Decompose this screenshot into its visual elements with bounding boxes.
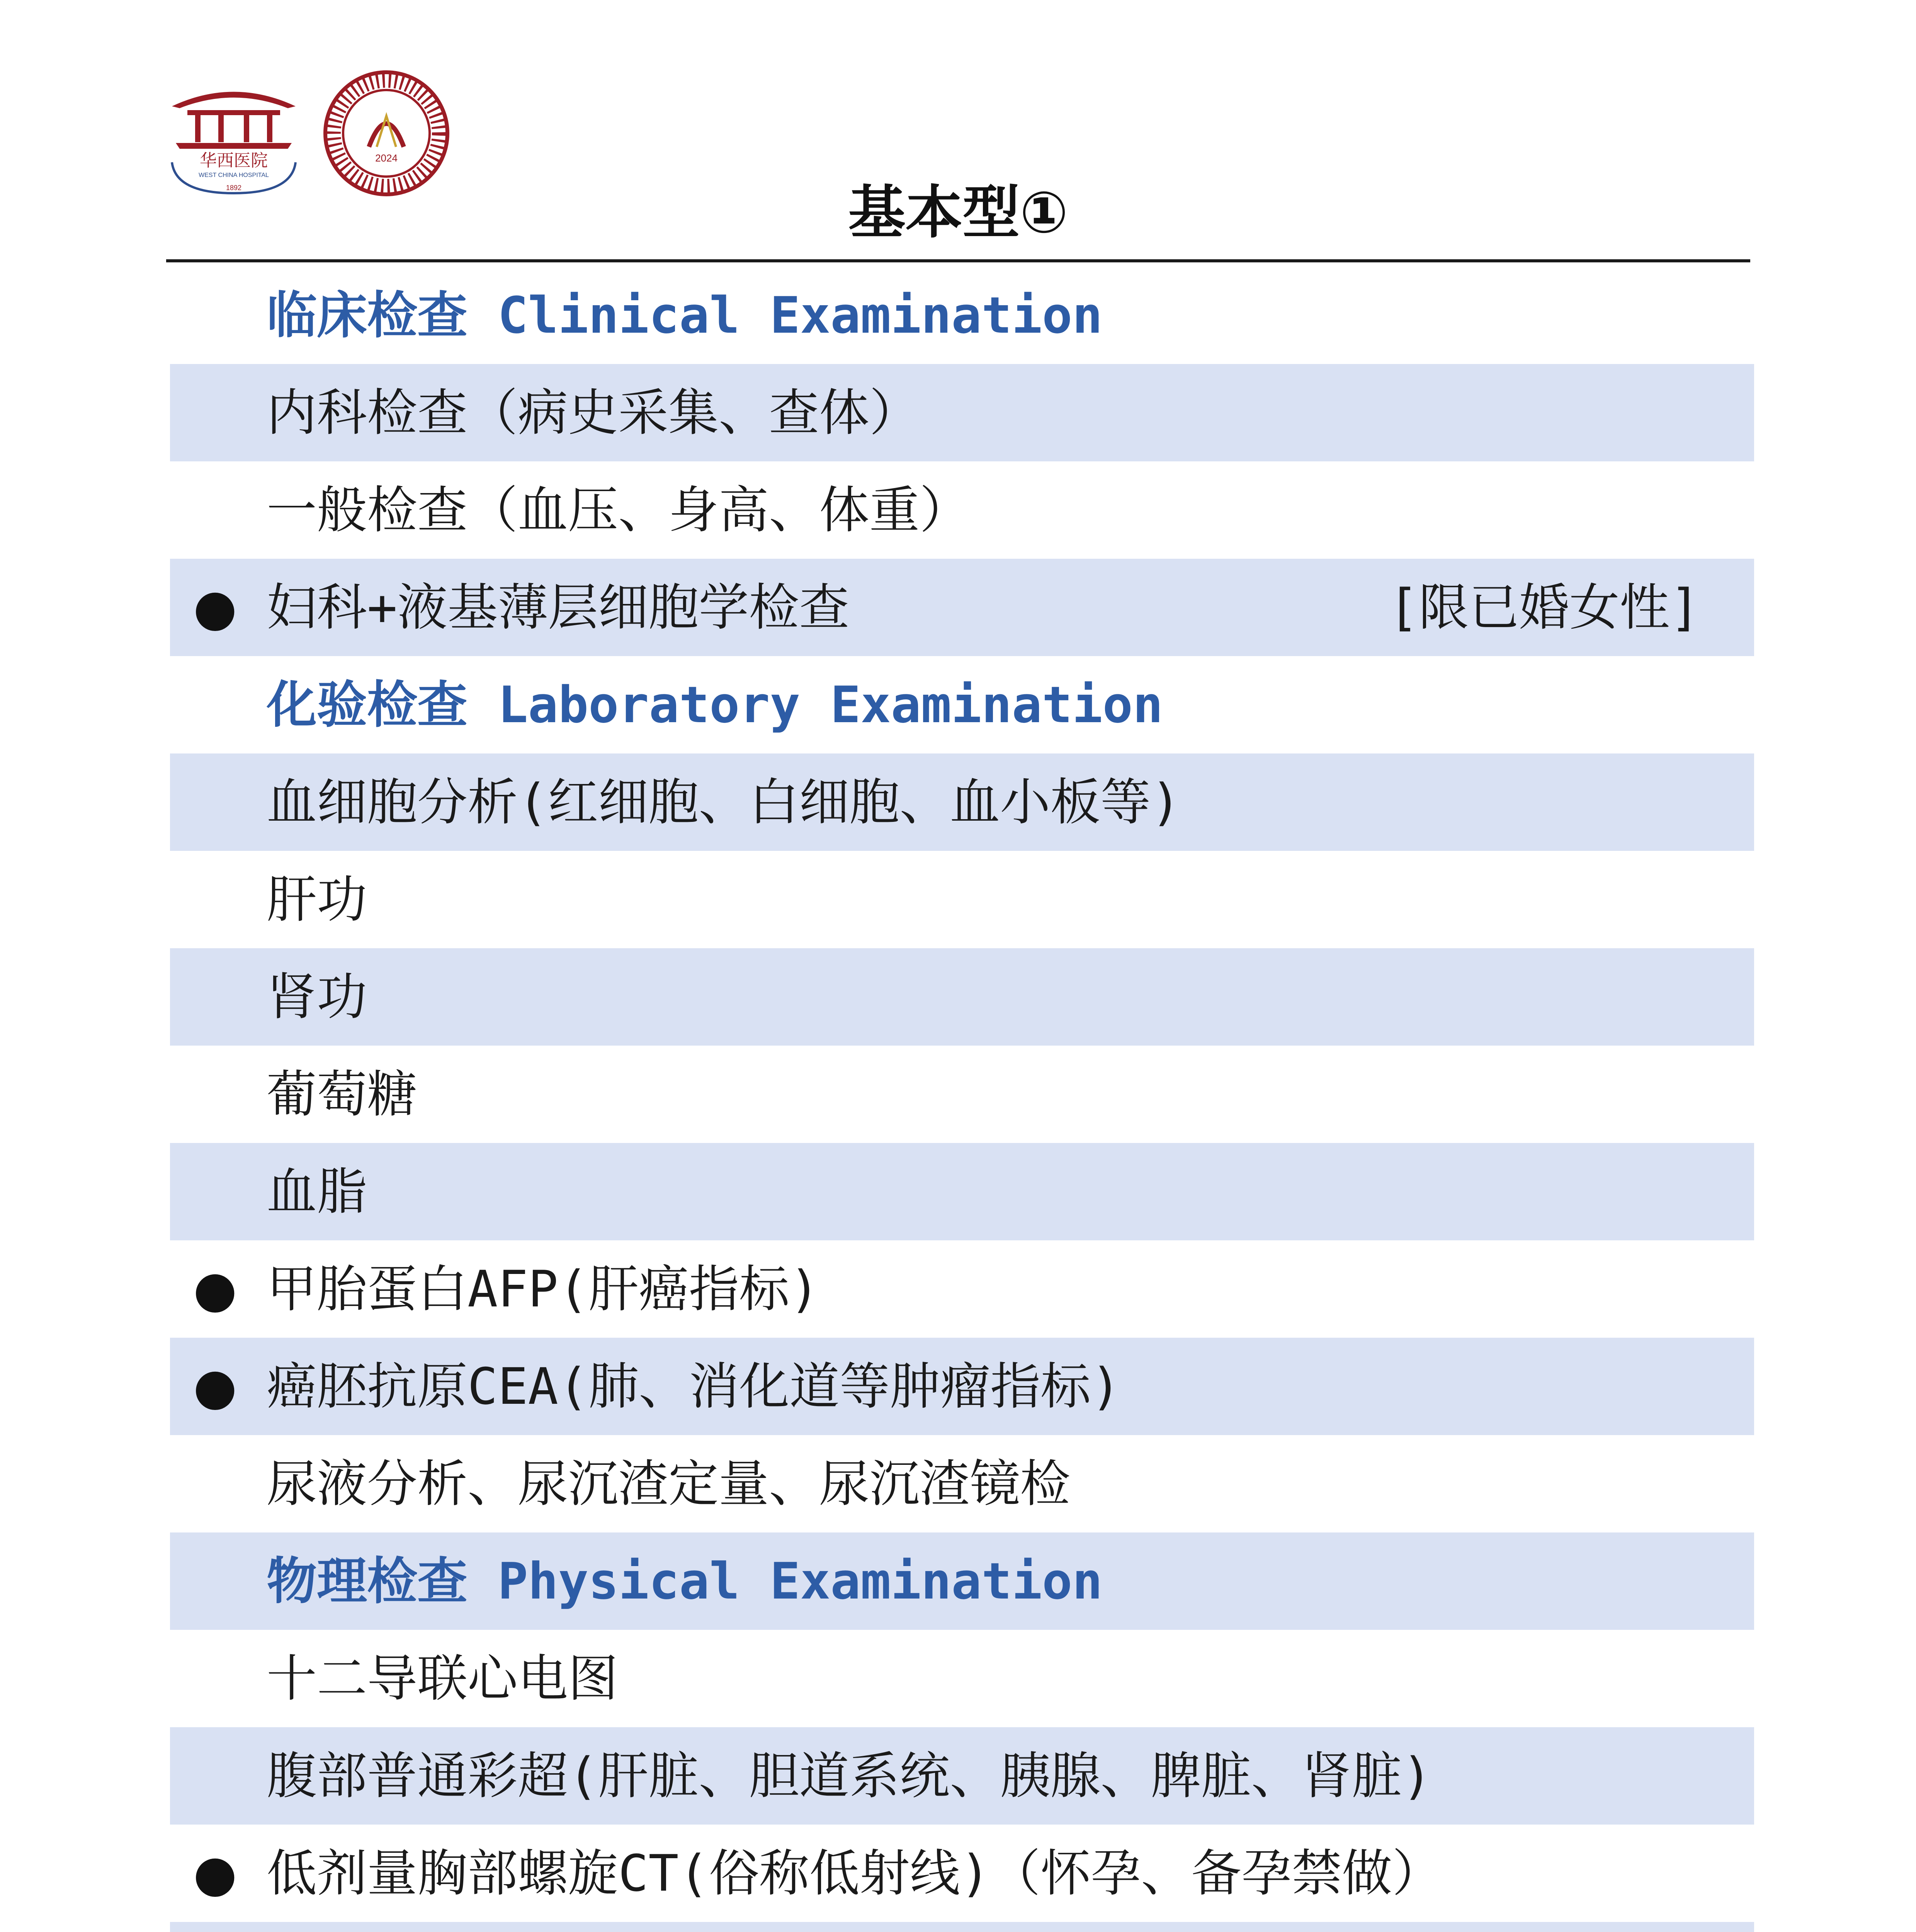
bullet-icon: ● [193, 578, 237, 637]
item-label: 癌胚抗原CEA(肺、消化道等肿瘤指标) [267, 1357, 1121, 1416]
bullet-icon: ● [193, 1260, 237, 1318]
section-header-row [170, 267, 1754, 364]
west-china-logo-cn: 华西医院 [200, 151, 268, 170]
item-note: [限已婚女性] [1388, 578, 1700, 637]
item-label: 妇科+液基薄层细胞学检查 [267, 578, 850, 637]
table-row [170, 559, 1754, 656]
table-row [170, 1825, 1754, 1922]
title-divider [166, 259, 1750, 262]
seal-year: 2024 [375, 152, 398, 164]
exam-items-table [170, 267, 1754, 1932]
table-row [170, 364, 1754, 461]
table-row [170, 1435, 1754, 1532]
item-label: 尿液分析、尿沉渣定量、尿沉渣镜检 [267, 1454, 1071, 1513]
item-label: 甲胎蛋白AFP(肝癌指标) [267, 1260, 820, 1318]
item-label: 肾功 [267, 968, 367, 1026]
west-china-logo-year: 1892 [226, 184, 242, 192]
item-label: 内科检查（病史采集、查体） [267, 383, 920, 442]
item-label: 血脂 [267, 1162, 367, 1221]
item-label: 十二导联心电图 [267, 1649, 619, 1708]
table-row [170, 851, 1754, 948]
section-title: 物理检查 Physical Examination [267, 1552, 1103, 1611]
table-row [170, 1338, 1754, 1435]
table-row [170, 1727, 1754, 1825]
item-label: 低剂量胸部螺旋CT(俗称低射线)（怀孕、备孕禁做） [267, 1844, 1443, 1903]
section-header-row [170, 1532, 1754, 1630]
bullet-icon: ● [193, 1844, 237, 1903]
item-label: 血细胞分析(红细胞、白细胞、血小板等) [267, 773, 1181, 832]
item-label: 腹部普通彩超(肝脏、胆道系统、胰腺、脾脏、肾脏) [267, 1747, 1432, 1805]
table-row [170, 461, 1754, 559]
section-header-row [170, 656, 1754, 753]
table-row [170, 1630, 1754, 1727]
bullet-icon: ● [193, 1357, 237, 1416]
section-header-row [170, 1922, 1754, 1932]
table-row [170, 1240, 1754, 1338]
page-title: 基本型① [848, 179, 1068, 246]
section-title: 化验检查 Laboratory Examination [267, 675, 1163, 734]
west-china-logo-en: WEST CHINA HOSPITAL [199, 172, 269, 179]
item-label: 肝功 [267, 870, 367, 929]
section-title: 临床检查 Clinical Examination [267, 286, 1103, 345]
table-row [170, 1143, 1754, 1240]
item-label: 葡萄糖 [267, 1065, 418, 1124]
item-label: 一般检查（血压、身高、体重） [267, 481, 970, 539]
table-row [170, 753, 1754, 851]
table-row [170, 1046, 1754, 1143]
section-title [267, 1922, 921, 1932]
table-row [170, 948, 1754, 1046]
